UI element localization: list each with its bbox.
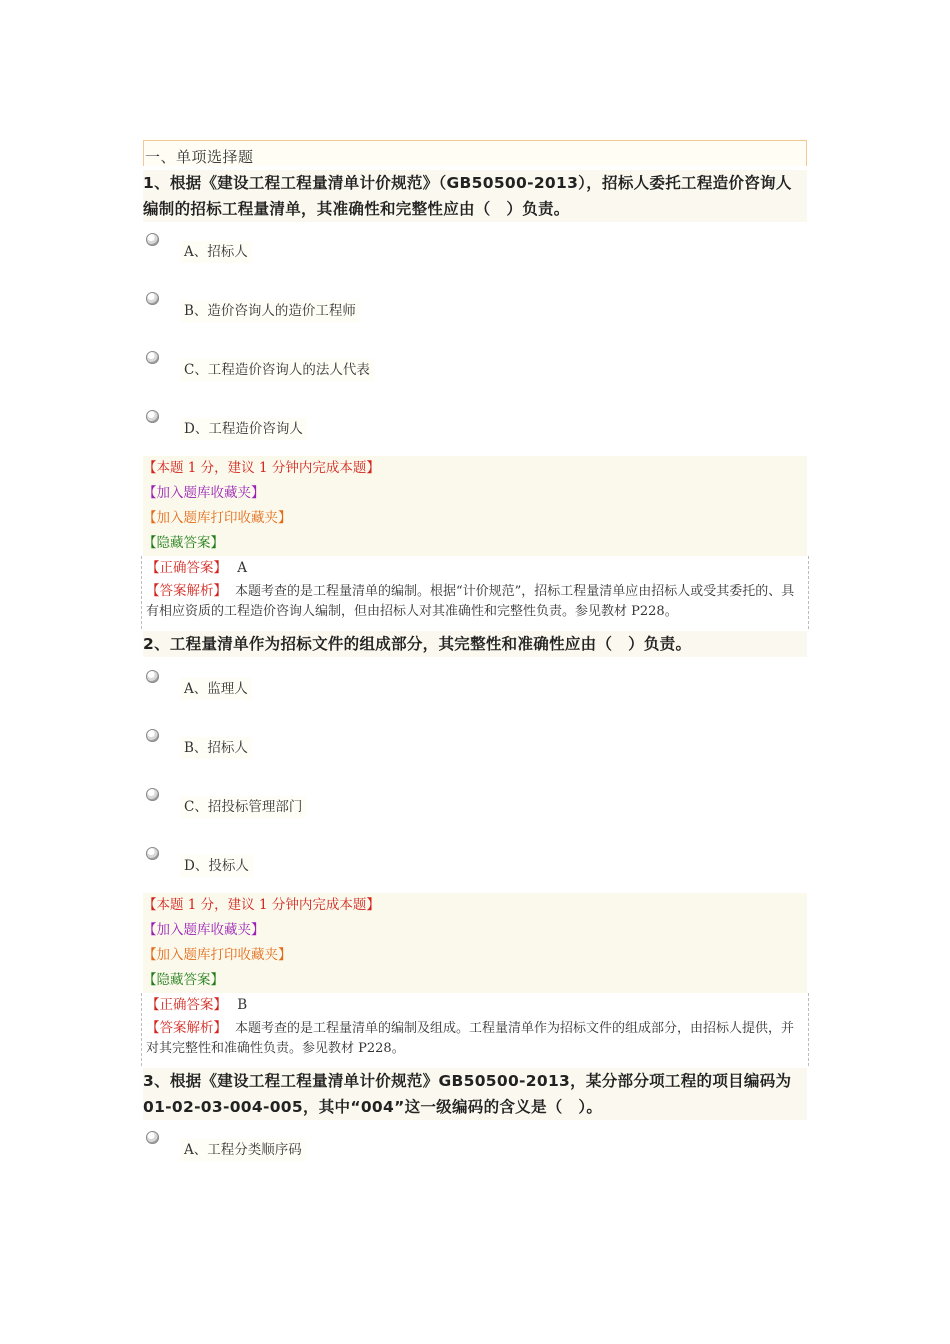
question-1-title: 1、根据《建设工程工程量清单计价规范》（GB50500-2013），招标人委托工程造价咨询人编制的招标工程量清单，其准确性和完整性应由（ ）负责。 — [143, 170, 807, 222]
radio-button-icon[interactable] — [146, 788, 159, 801]
radio-button-icon[interactable] — [146, 847, 159, 860]
radio-button-icon[interactable] — [146, 670, 159, 683]
question-1-option-b[interactable] — [143, 292, 807, 332]
question-1-option-c[interactable] — [143, 351, 807, 391]
question-2-option-d[interactable] — [143, 847, 807, 887]
hide-answer-link[interactable]: 【隐藏答案】 — [143, 972, 224, 988]
radio-button-icon[interactable] — [146, 410, 159, 423]
score-note: 【本题 1 分，建议 1 分钟内完成本题】 — [143, 897, 380, 913]
option-label: C、工程造价咨询人的法人代表 — [180, 359, 374, 381]
radio-button-icon[interactable] — [146, 1131, 159, 1144]
question-1-answer-box — [141, 556, 809, 629]
question-1-option-a[interactable] — [143, 233, 807, 273]
add-to-print-favorites-link[interactable]: 【加入题库打印收藏夹】 — [143, 947, 292, 963]
question-3-option-a[interactable] — [143, 1131, 807, 1171]
question-1-option-d[interactable] — [143, 410, 807, 450]
analysis-label: 【答案解析】 — [146, 1020, 227, 1036]
analysis-label: 【答案解析】 — [146, 583, 227, 599]
add-to-favorites-link[interactable]: 【加入题库收藏夹】 — [143, 485, 265, 501]
correct-answer-label: 【正确答案】 — [146, 560, 227, 576]
radio-button-icon[interactable] — [146, 233, 159, 246]
option-label: A、招标人 — [180, 241, 252, 263]
option-label: D、投标人 — [180, 855, 253, 877]
option-label: C、招投标管理部门 — [180, 796, 306, 818]
option-label: B、招标人 — [180, 737, 252, 759]
radio-button-icon[interactable] — [146, 351, 159, 364]
question-2-option-c[interactable] — [143, 788, 807, 828]
score-note: 【本题 1 分，建议 1 分钟内完成本题】 — [143, 460, 380, 476]
radio-button-icon[interactable] — [146, 729, 159, 742]
add-to-favorites-link[interactable]: 【加入题库收藏夹】 — [143, 922, 265, 938]
add-to-print-favorites-link[interactable]: 【加入题库打印收藏夹】 — [143, 510, 292, 526]
radio-button-icon[interactable] — [146, 292, 159, 305]
question-2-answer-box — [141, 993, 809, 1066]
correct-answer-value: A — [237, 560, 248, 576]
option-label: A、工程分类顺序码 — [180, 1139, 306, 1161]
question-2-meta — [143, 893, 807, 993]
question-3-title: 3、根据《建设工程工程量清单计价规范》GB50500-2013，某分部分项工程的项目编码为01-02-03-004-005，其中“004”这一级编码的含义是（ ）。 — [143, 1068, 807, 1120]
option-label: D、工程造价咨询人 — [180, 418, 307, 440]
question-2-title: 2、工程量清单作为招标文件的组成部分，其完整性和准确性应由（ ）负责。 — [143, 631, 807, 657]
option-label: A、监理人 — [180, 678, 252, 700]
option-label: B、造价咨询人的造价工程师 — [180, 300, 360, 322]
analysis-text: 本题考查的是工程量清单的编制及组成。工程量清单作为招标文件的组成部分，由招标人提供，并对其完整性和准确性负责。参见教材 P228。 — [146, 1021, 795, 1056]
section-title: 一、单项选择题 — [145, 148, 254, 166]
analysis-text: 本题考查的是工程量清单的编制。根据“计价规范”，招标工程量清单应由招标人或受其委托的、具有相应资质的工程造价咨询人编制，但由招标人对其准确性和完整性负责。参见教材 P228。 — [146, 584, 795, 619]
question-1-meta — [143, 456, 807, 556]
question-2-option-a[interactable] — [143, 670, 807, 710]
correct-answer-label: 【正确答案】 — [146, 997, 227, 1013]
hide-answer-link[interactable]: 【隐藏答案】 — [143, 535, 224, 551]
question-2-option-b[interactable] — [143, 729, 807, 769]
correct-answer-value: B — [237, 997, 248, 1013]
